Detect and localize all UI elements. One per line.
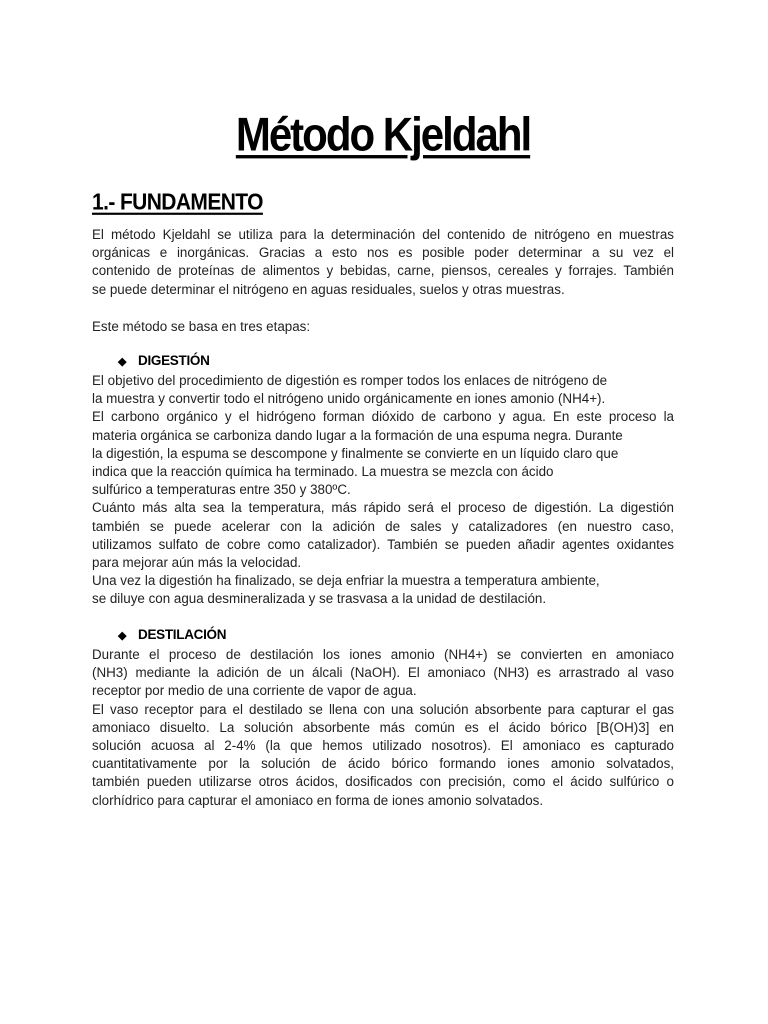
destilacion-line: amoniaco disuelto. La solución absorbente más común es el ácido bórico [B(OH)3] en — [92, 719, 674, 735]
digestion-line: El objetivo del procedimiento de digestión es romper todos los enlaces de nitrógeno de — [92, 373, 608, 388]
digestion-paragraph — [92, 372, 674, 609]
destilacion-paragraph — [92, 646, 674, 810]
digestion-line: la muestra y convertir todo el nitrógeno unido orgánicamente en iones amonio (NH4+). — [92, 391, 606, 407]
destilacion-line: solución acuosa al 2-4% (la que hemos utilizado nosotros). El amoniaco es capturado — [92, 738, 674, 754]
digestion-line: Cuánto más alta sea la temperatura, más rápido será el proceso de digestión. La digestión — [92, 500, 674, 516]
destilacion-line: receptor por medio de una corriente de vapor de agua. — [92, 683, 417, 699]
digestion-heading — [118, 353, 210, 368]
document-title: Método Kjeldahl — [235, 108, 531, 161]
destilacion-heading — [118, 627, 226, 642]
destilacion-line: también pueden utilizarse otros ácidos, dosificados con precisión, como el ácido sulfúrico o — [92, 774, 674, 790]
destilacion-line: (NH3) mediante la adición de un álcali (NaOH). El amoniaco (NH3) es arrastrado al vaso — [92, 665, 674, 681]
intro-line: se puede determinar el nitrógeno en aguas residuales, suelos y otras muestras. — [92, 281, 565, 297]
destilacion-heading-label: DESTILACIÓN — [138, 627, 227, 642]
intro-line: El método Kjeldahl se utiliza para la determinación del contenido de nitrógeno en muestras — [92, 227, 674, 242]
digestion-line: materia orgánica se carboniza dando lugar a la formación de una espuma negra. Durante — [92, 427, 623, 443]
stages-intro: Este método se basa en tres etapas: — [92, 319, 311, 334]
digestion-line: para mejorar aún más la velocidad. — [92, 555, 302, 571]
digestion-line: indica que la reacción química ha terminado. La muestra se mezcla con ácido — [92, 464, 554, 480]
intro-line: orgánicas e inorgánicas. Gracias a esto nos es posible poder determinar a su vez el — [92, 245, 674, 261]
diamond-bullet-icon: ◆ — [118, 356, 127, 368]
destilacion-line: cuantitativamente por la solución de ácido bórico formando iones amonio solvatados, — [92, 756, 674, 772]
digestion-line: la digestión, la espuma se descompone y finalmente se convierte en un líquido claro que — [92, 445, 619, 461]
section-heading-fundamento: 1.- FUNDAMENTO — [92, 190, 263, 215]
destilacion-line: Durante el proceso de destilación los iones amonio (NH4+) se convierten en amoniaco — [92, 647, 674, 662]
destilacion-line: clorhídrico para capturar el amoniaco en forma de iones amonio solvatados. — [92, 792, 544, 808]
digestion-heading-label: DIGESTIÓN — [138, 353, 210, 368]
digestion-line: utilizamos sulfato de cobre como catalizador). También se pueden añadir agentes oxidantes — [92, 536, 674, 552]
digestion-line: Una vez la digestión ha finalizado, se deja enfriar la muestra a temperatura ambiente, — [92, 573, 600, 589]
intro-paragraph — [92, 226, 674, 299]
destilacion-line: El vaso receptor para el destilado se llena con una solución absorbente para capturar el gas — [92, 701, 674, 717]
diamond-bullet-icon: ◆ — [118, 630, 127, 642]
intro-line: contenido de proteínas de alimentos y bebidas, carne, piensos, cereales y forrajes. También — [92, 263, 674, 279]
digestion-line: también se puede acelerar con la adición de sales y catalizadores (en nuestro caso, — [92, 518, 674, 534]
digestion-line: El carbono orgánico y el hidrógeno forman dióxido de carbono y agua. En este proceso la — [92, 409, 674, 425]
digestion-line: sulfúrico a temperaturas entre 350 y 380ºC. — [92, 482, 351, 498]
digestion-line: se diluye con agua desmineralizada y se trasvasa a la unidad de destilación. — [92, 591, 547, 607]
